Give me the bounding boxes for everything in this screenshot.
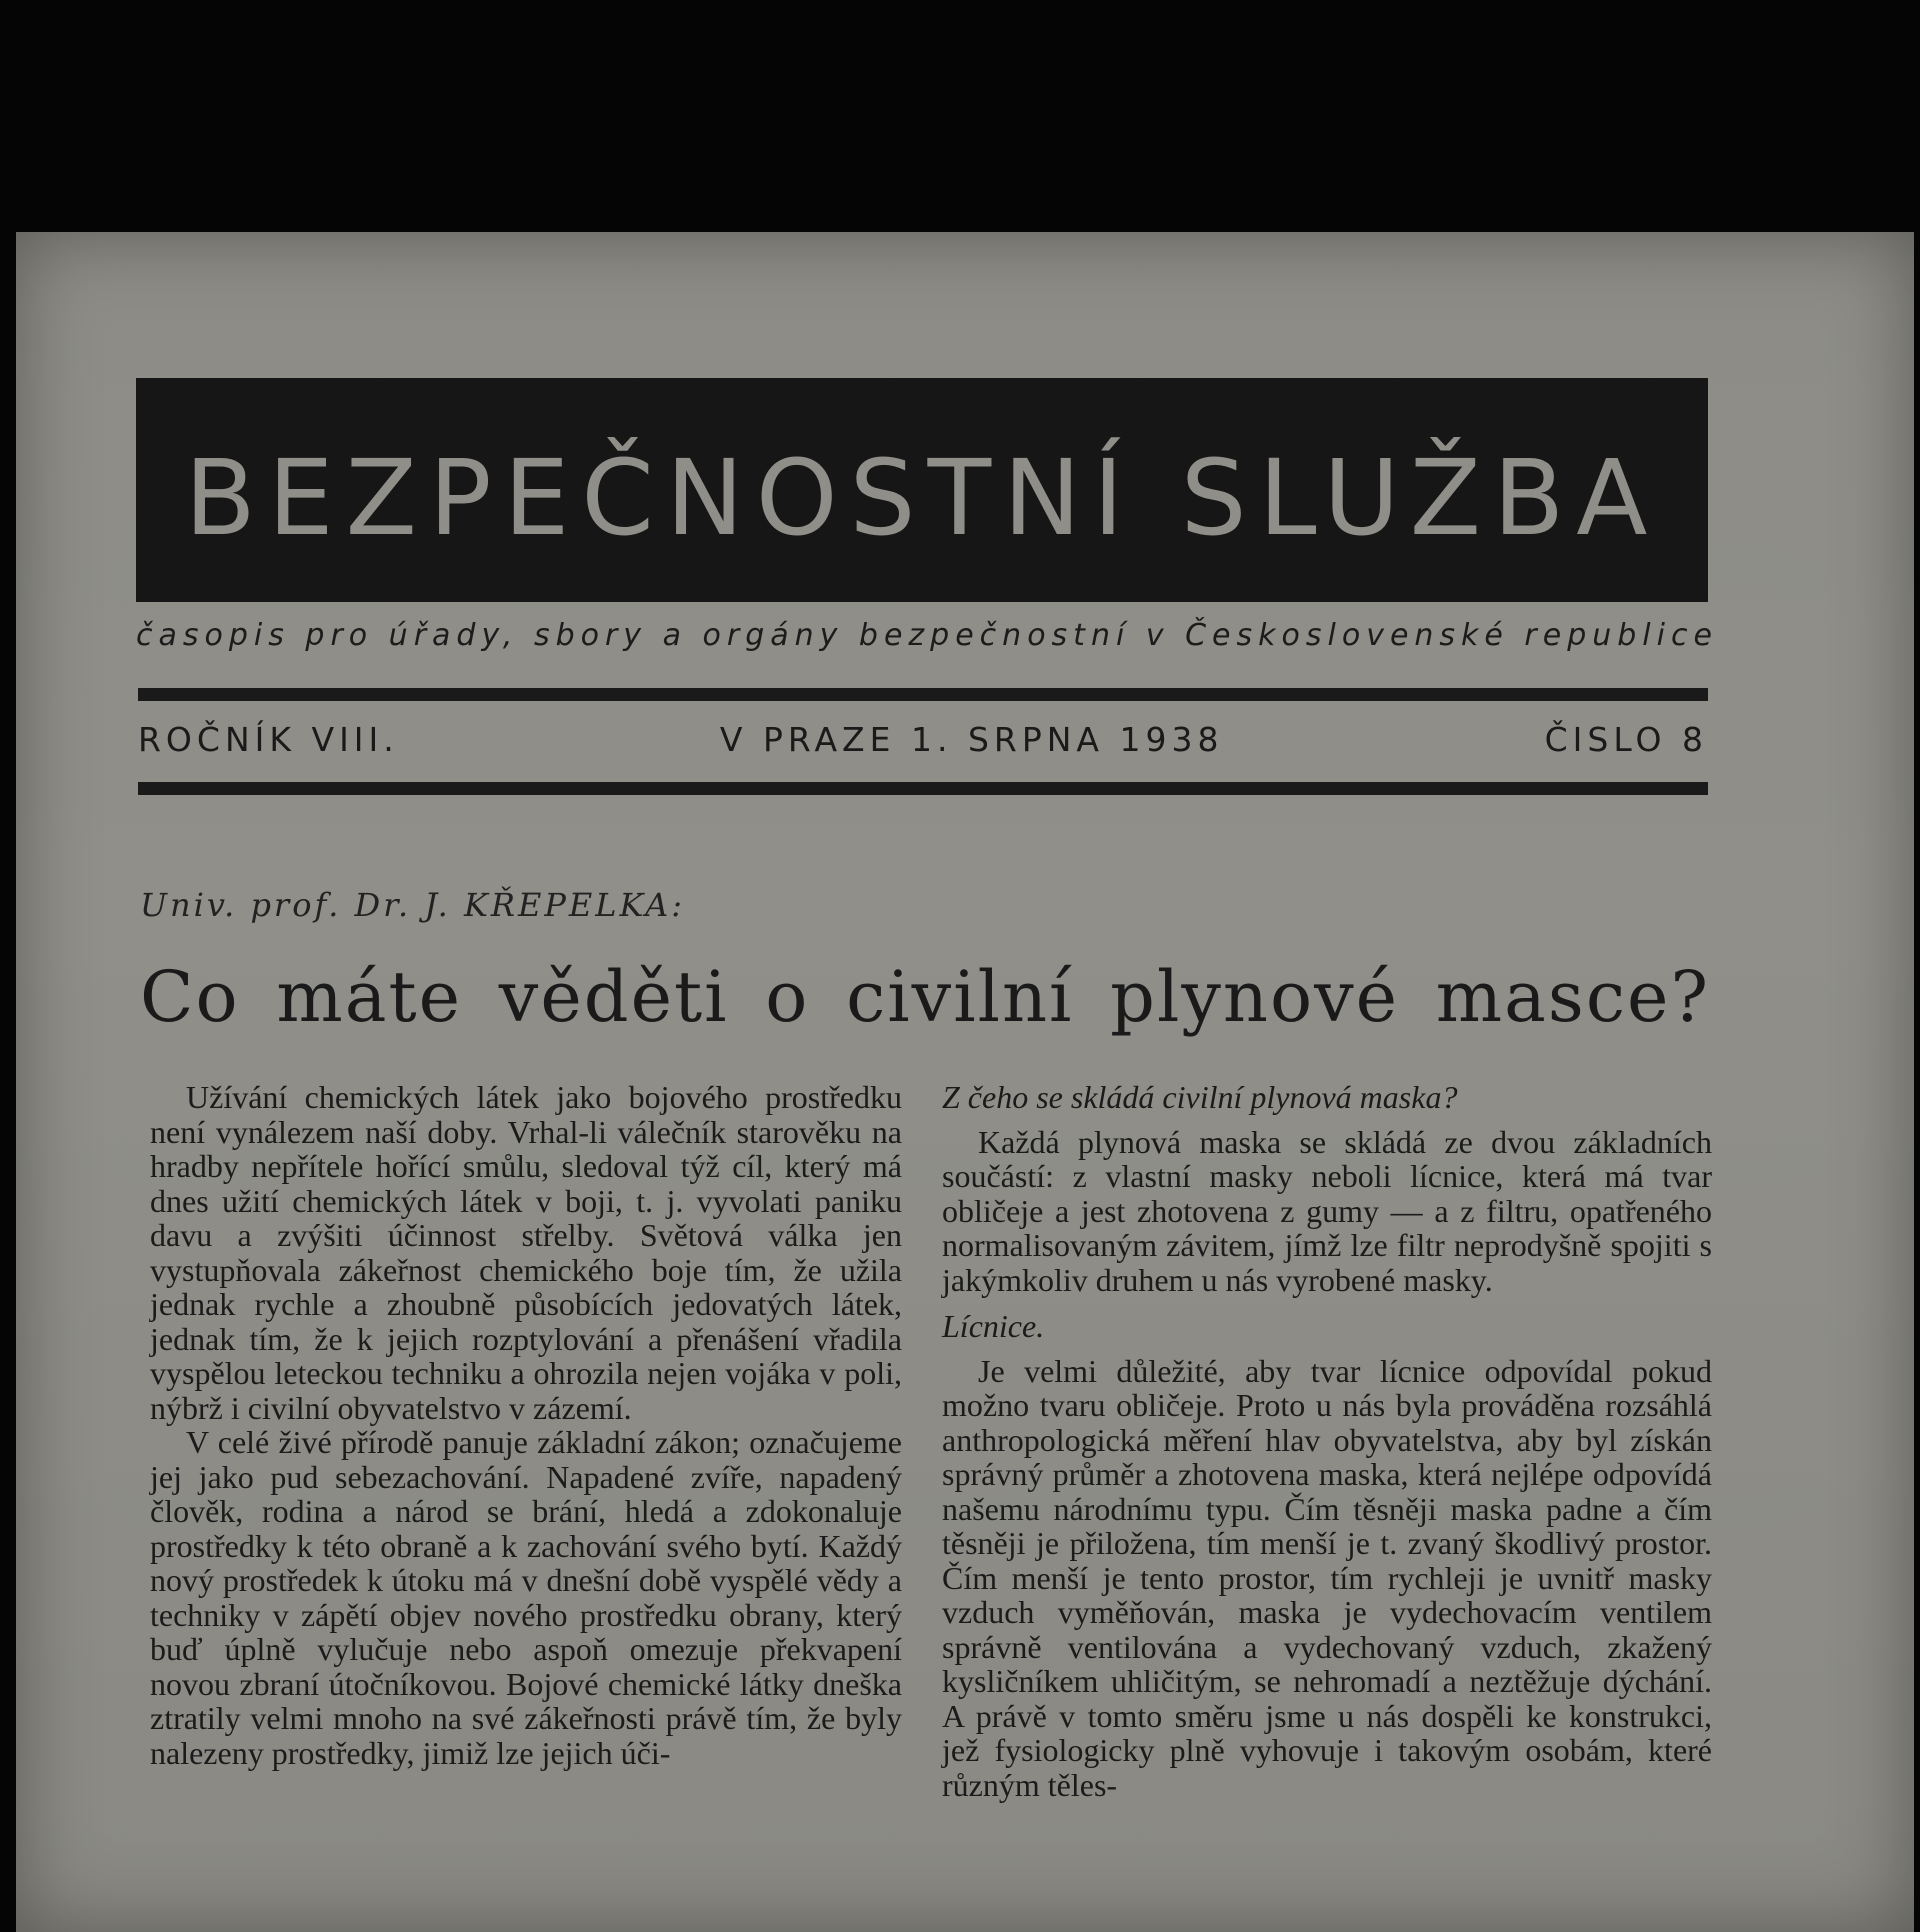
newspaper-page	[16, 232, 1914, 1932]
top-rule	[138, 688, 1708, 701]
bottom-rule	[138, 782, 1708, 795]
section-heading: Z čeho se skládá civilní plynová maska?	[942, 1079, 1458, 1115]
article-paragraph: Je velmi důležité, aby tvar lícnice odpovídal pokud možno tvaru obličeje. Proto u nás byla prováděna rozsáhlá anthropologická měření hlav obyvatelstva, aby byl získán správný průměr a zhotovena maska, která nejlépe odpovídá našemu národnímu typu. Čím těsněji maska padne a čím těsněji je přiložena, tím menší je t. zvaný škodlivý prostor. Čím menší je tento prostor, tím rychleji je uvnitř masky vzduch vyměňován, maska je vydechovacím ventilem správně ventilována a vydechovaný vzduch, zkažený kysličníkem uhličitým, se nehromadí a neztěžuje dýchání. A právě v tomto směru jsme u nás dospěli ke konstrukci, jež fysiologicky plně vyhovuje i takovým osobám, které různým těles-	[942, 1352, 1712, 1803]
issue-volume: ROČNÍK VIII.	[138, 720, 399, 759]
article-column-right	[942, 1080, 1712, 1802]
masthead-subtitle: časopis pro úřady, sbory a orgány bezpečnostní v Československé republice	[136, 618, 1718, 653]
article-paragraph: Užívání chemických látek jako bojového prostředku není vynálezem naší doby. Vrhal-li válečník starověku na hradby nepřítele hořící smůlu, sledoval týž cíl, který má dnes užití chemických látek v boji, t. j. vyvolati paniku davu a zvýšiti účinnost střelby. Světová válka jen vystupňovala zákeřnost chemického boje tím, že užila jednak rychle a zhoubně působících jedovatých látek, jednak tím, že k jejich rozptylování a přenášení vřadila vyspělou leteckou techniku a ohrozila nejen vojáka v poli, nýbrž i civilní obyvatelstvo v zázemí.	[150, 1079, 902, 1426]
section-heading: Lícnice.	[942, 1308, 1045, 1344]
issue-place-date: V PRAZE 1. SRPNA 1938	[719, 720, 1224, 759]
article-title: Co máte věděti o civilní plynové masce?	[140, 956, 1710, 1038]
article-author: Univ. prof. Dr. J. KŘEPELKA:	[140, 886, 685, 924]
article-column-left	[150, 1080, 902, 1770]
masthead-title: BEZPEČNOSTNÍ SLUŽBA	[184, 437, 1660, 559]
masthead-banner	[136, 378, 1708, 602]
article-paragraph: Každá plynová maska se skládá ze dvou základních součástí: z vlastní masky neboli lícnice, která má tvar obličeje a jest zhotovena z gumy — a z filtru, opatřeného normalisovaným závitem, jímž lze filtr neprodyšně spojiti s jakýmkoliv druhem u nás vyrobené masky.	[942, 1123, 1712, 1298]
issue-line	[138, 720, 1708, 759]
issue-number: ČISLO 8	[1544, 720, 1708, 759]
article-paragraph: V celé živé přírodě panuje základní zákon; označujeme jej jako pud sebezachování. Napadené zvíře, napadený člověk, rodina a národ se brání, hledá a zdokonaluje prostředky k této obraně a k zachování svého bytí. Každý nový prostředek k útoku má v dnešní době vyspělé vědy a techniky v zápětí objev nového prostředku obrany, který buď úplně vylučuje nebo aspoň omezuje překvapení novou zbraní útočníkovou. Bojové chemické látky dneška ztratily velmi mnoho na své zákeřnosti právě tím, že byly nalezeny prostředky, jimiž lze jejich úči-	[150, 1424, 902, 1771]
